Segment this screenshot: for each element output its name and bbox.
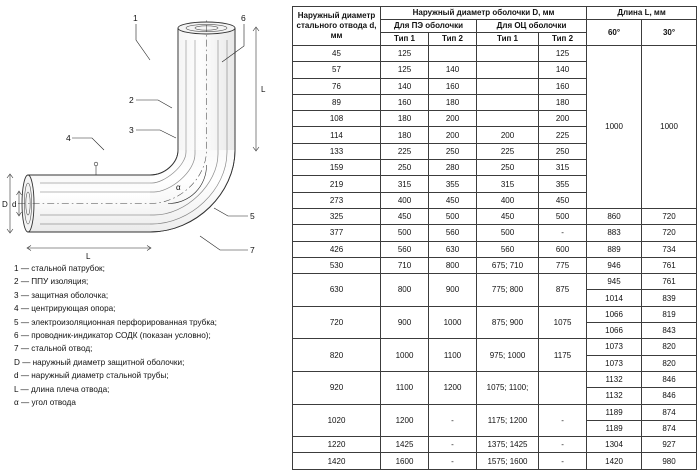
table-row [293,306,697,322]
legend-item: 3 — защитная оболочка; [14,290,109,300]
cell-oc-type2: 775 [539,257,587,273]
cell-length-30: 820 [642,355,697,371]
header-length-group: Длина L, мм [587,7,697,20]
cell-length-60: 1189 [587,404,642,420]
table-row [293,274,697,290]
legend-item: d — наружный диаметр стальной трубы; [14,371,169,381]
cell-pe-type2: 180 [429,94,477,110]
cell-steel-diameter: 159 [293,160,381,176]
cell-length-30: 839 [642,290,697,306]
cell-steel-diameter: 76 [293,78,381,94]
cell-pe-type2: 160 [429,78,477,94]
callout-3: 3 [129,125,134,135]
cell-oc-type1: 975; 1000 [477,339,539,372]
cell-pe-type2: 200 [429,127,477,143]
cell-oc-type2: 450 [539,192,587,208]
cell-steel-diameter: 45 [293,46,381,62]
cell-steel-diameter: 1220 [293,437,381,453]
cell-oc-type1 [477,78,539,94]
cell-oc-type1: 315 [477,176,539,192]
cell-pe-type1: 1600 [381,453,429,469]
cell-oc-type2: 1175 [539,339,587,372]
header-oc-casing: Для ОЦ оболочки [477,20,587,33]
cell-length-60: 883 [587,225,642,241]
cell-pe-type1: 560 [381,241,429,257]
cell-length-60: 1189 [587,420,642,436]
cell-steel-diameter: 530 [293,257,381,273]
cell-oc-type1: 225 [477,143,539,159]
legend-item: 1 — стальной патрубок; [14,264,105,273]
header-angle-30: 30° [642,20,697,46]
callout-1: 1 [133,13,138,23]
legend-item: L — длина плеча отвода; [14,384,110,394]
cell-oc-type2: - [539,404,587,437]
header-type2-pe: Тип 2 [429,33,477,46]
cell-oc-type1 [477,46,539,62]
cell-length-30: 720 [642,208,697,224]
drawing-panel [0,0,290,432]
cell-pe-type1: 125 [381,46,429,62]
cell-oc-type2: 600 [539,241,587,257]
cell-oc-type2: 125 [539,46,587,62]
cell-pe-type1: 225 [381,143,429,159]
cell-steel-diameter: 89 [293,94,381,110]
table-row [293,453,697,469]
header-outer-diameter: Наружный диаметр стального отвода d, мм [293,7,381,46]
callout-5: 5 [250,211,255,221]
cell-pe-type1: 180 [381,111,429,127]
cell-length-60: 1000 [587,46,642,209]
cell-oc-type1: 1575; 1600 [477,453,539,469]
callout-2: 2 [129,95,134,105]
header-angle-60: 60° [587,20,642,46]
cell-steel-diameter: 820 [293,339,381,372]
cell-length-30: 820 [642,339,697,355]
cell-pe-type1: 250 [381,160,429,176]
cell-length-60: 1066 [587,323,642,339]
cell-oc-type1: 500 [477,225,539,241]
cell-length-60: 945 [587,274,642,290]
callout-6: 6 [241,13,246,23]
cell-pe-type1: 1100 [381,371,429,404]
cell-oc-type2: 200 [539,111,587,127]
legend-item: 2 — ППУ изоляция; [14,277,89,287]
cell-oc-type2: 140 [539,62,587,78]
cell-pe-type2: 250 [429,143,477,159]
cell-steel-diameter: 273 [293,192,381,208]
cell-length-30: 1000 [642,46,697,209]
cell-length-60: 889 [587,241,642,257]
cell-oc-type1: 250 [477,160,539,176]
cell-steel-diameter: 630 [293,274,381,307]
cell-oc-type1: 1175; 1200 [477,404,539,437]
cell-oc-type2: 355 [539,176,587,192]
cell-pe-type1: 125 [381,62,429,78]
cell-length-30: 843 [642,323,697,339]
cell-oc-type2: - [539,437,587,453]
cell-pe-type1: 180 [381,127,429,143]
table-row [293,437,697,453]
dim-d: d [12,200,17,209]
cell-oc-type2 [539,371,587,404]
cell-oc-type1 [477,94,539,110]
cell-steel-diameter: 219 [293,176,381,192]
cell-steel-diameter: 920 [293,371,381,404]
table-row [293,339,697,355]
cell-length-30: 734 [642,241,697,257]
cell-length-60: 946 [587,257,642,273]
header-type2-oc: Тип 2 [539,33,587,46]
cell-oc-type2: 315 [539,160,587,176]
legend [14,262,286,409]
cell-oc-type1: 775; 800 [477,274,539,307]
cell-pe-type2: 1000 [429,306,477,339]
cell-pe-type2: 355 [429,176,477,192]
cell-steel-diameter: 133 [293,143,381,159]
cell-oc-type2: 500 [539,208,587,224]
cell-pe-type2: 630 [429,241,477,257]
specification-table-wrap [292,6,696,466]
legend-item: D — наружный диаметр защитной оболочки; [14,357,185,367]
legend-item: 6 — проводник-индикатор СОДК (показан условно); [14,331,211,341]
cell-length-30: 846 [642,388,697,404]
cell-oc-type1 [477,62,539,78]
table-header-row [293,7,697,20]
elbow-drawing-svg [0,0,290,262]
cell-pe-type2: 900 [429,274,477,307]
cell-oc-type2: 250 [539,143,587,159]
cell-pe-type2: - [429,437,477,453]
cell-pe-type1: 450 [381,208,429,224]
table-row [293,46,697,62]
cell-length-60: 860 [587,208,642,224]
cell-pe-type2: 200 [429,111,477,127]
cell-pe-type2: 800 [429,257,477,273]
cell-oc-type2: 225 [539,127,587,143]
cell-pe-type1: 160 [381,94,429,110]
cell-pe-type1: 400 [381,192,429,208]
cell-steel-diameter: 720 [293,306,381,339]
table-row [293,225,697,241]
cell-length-30: 761 [642,257,697,273]
cell-length-60: 1073 [587,339,642,355]
cell-length-60: 1066 [587,306,642,322]
cell-pe-type1: 800 [381,274,429,307]
cell-steel-diameter: 377 [293,225,381,241]
cell-oc-type1: 675; 710 [477,257,539,273]
cell-length-30: 720 [642,225,697,241]
cell-length-60: 1073 [587,355,642,371]
cell-pe-type1: 710 [381,257,429,273]
legend-item: α — угол отвода [14,398,76,408]
elbow-drawing [0,0,290,262]
cell-length-30: 874 [642,404,697,420]
table-row [293,257,697,273]
cell-length-60: 1304 [587,437,642,453]
cell-oc-type1: 200 [477,127,539,143]
cell-oc-type1: 1375; 1425 [477,437,539,453]
legend-item: 4 — центрирующая опора; [14,304,116,314]
cell-pe-type1: 140 [381,78,429,94]
cell-oc-type1: 1075; 1100; [477,371,539,404]
cell-pe-type1: 1200 [381,404,429,437]
cell-pe-type1: 900 [381,306,429,339]
table-row [293,208,697,224]
legend-item: 5 — электроизоляционная перфорированная трубка; [14,317,217,327]
dim-L-vertical: L [261,85,266,94]
cell-length-30: 761 [642,274,697,290]
cell-length-60: 1132 [587,388,642,404]
cell-length-60: 1420 [587,453,642,469]
cell-oc-type1 [477,111,539,127]
header-casing-diameter-group: Наружный диаметр оболочки D, мм [381,7,587,20]
cell-length-60: 1014 [587,290,642,306]
table-row [293,371,697,387]
cell-pe-type1: 1425 [381,437,429,453]
cell-steel-diameter: 325 [293,208,381,224]
header-type1-pe: Тип 1 [381,33,429,46]
cell-pe-type2: - [429,404,477,437]
header-pe-casing: Для ПЭ оболочки [381,20,477,33]
cell-pe-type2: - [429,453,477,469]
cell-steel-diameter: 57 [293,62,381,78]
cell-oc-type2: 160 [539,78,587,94]
cell-pe-type2: 280 [429,160,477,176]
cell-oc-type1: 450 [477,208,539,224]
dim-L-horizontal: L [86,252,91,261]
cell-oc-type2: 180 [539,94,587,110]
callout-7: 7 [250,245,255,255]
cell-pe-type1: 315 [381,176,429,192]
cell-oc-type1: 400 [477,192,539,208]
cell-pe-type2: 500 [429,208,477,224]
header-type1-oc: Тип 1 [477,33,539,46]
cell-length-30: 927 [642,437,697,453]
cell-length-30: 846 [642,371,697,387]
cell-pe-type2: 1100 [429,339,477,372]
cell-oc-type1: 560 [477,241,539,257]
cell-length-30: 819 [642,306,697,322]
cell-pe-type2 [429,46,477,62]
cell-length-60: 1132 [587,371,642,387]
table-row [293,241,697,257]
specification-table [292,6,697,470]
cell-oc-type2: 1075 [539,306,587,339]
cell-pe-type2: 1200 [429,371,477,404]
dim-D: D [2,200,8,209]
cell-oc-type2: - [539,225,587,241]
cell-pe-type2: 140 [429,62,477,78]
cell-steel-diameter: 426 [293,241,381,257]
cell-pe-type2: 560 [429,225,477,241]
legend-item: 7 — стальной отвод; [14,344,93,354]
cell-steel-diameter: 1020 [293,404,381,437]
table-body [293,46,697,470]
cell-oc-type1: 875; 900 [477,306,539,339]
cell-length-30: 980 [642,453,697,469]
cell-steel-diameter: 1420 [293,453,381,469]
callout-4: 4 [66,133,71,143]
table-row [293,404,697,420]
cell-pe-type1: 500 [381,225,429,241]
cell-oc-type2: 875 [539,274,587,307]
cell-steel-diameter: 108 [293,111,381,127]
cell-pe-type1: 1000 [381,339,429,372]
cell-pe-type2: 450 [429,192,477,208]
cell-oc-type2: - [539,453,587,469]
cell-steel-diameter: 114 [293,127,381,143]
dim-alpha: α [176,183,181,192]
cell-length-30: 874 [642,420,697,436]
